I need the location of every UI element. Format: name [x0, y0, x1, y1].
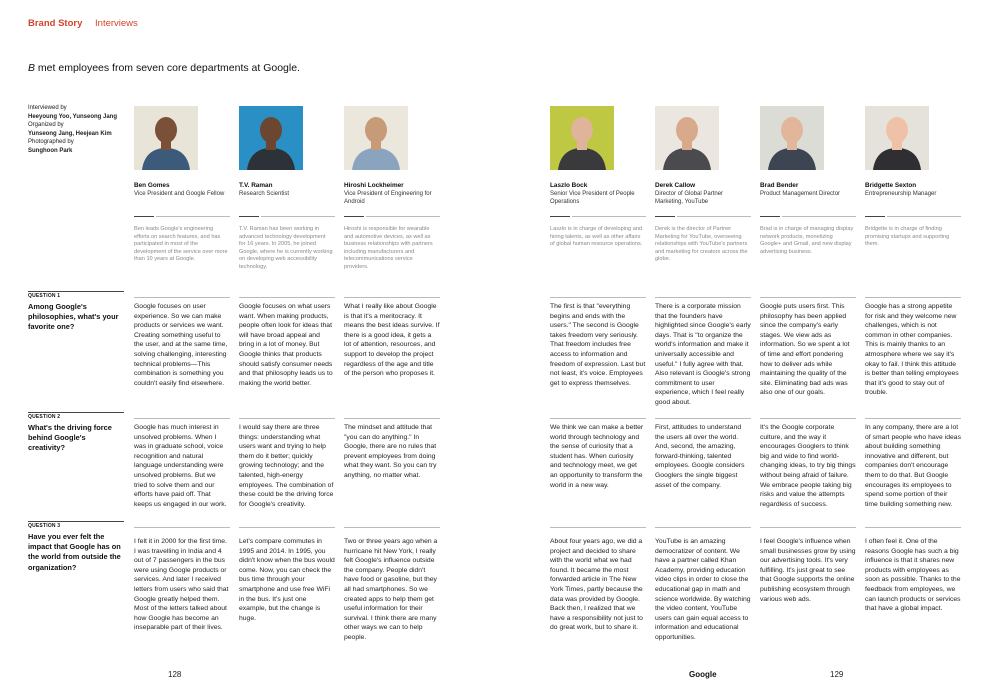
question-text: Among Google's philosophies, what's your favorite one? [28, 302, 119, 332]
answer-rule [239, 297, 335, 298]
question-label: QUESTION 3 [28, 523, 61, 529]
answer-text: First, attitudes to understand the users all over the world. And, second, the amazing, forward-thinking, talented employees. Google considers Googlers the single biggest asset of the company. [655, 424, 745, 489]
section-label: Brand Story [28, 18, 83, 29]
bio-divider [677, 216, 751, 217]
person-bio: Hiroshi is responsible for wearable and automotive devices, as well as business relationships with partners including manufacturers and telecommunications service providers. [344, 226, 433, 270]
person-name: Laszlo Bock [550, 182, 588, 189]
person-role: Vice President and Google Fellow [134, 191, 225, 197]
answer-text: The first is that "everything begins and ends with the users." The second is Google takes freedom very seriously. That freedom includes free access to information and freedom of expression. Last but not least, it's voice. Employees get to express themselves. [550, 303, 646, 387]
answer-rule [760, 297, 856, 298]
person-name: Ben Gomes [134, 182, 170, 189]
organized-by-label: Organized by [28, 122, 64, 129]
question-text: What's the driving force behind Google's creativity? [28, 423, 112, 453]
answer-text: Two or three years ago when a hurricane hit New York, I really felt Google's influence outside the company. People didn't have food or gasoline, but they all had smartphones. So we created apps to help them get useful information for their survival. I think there are many other ways we can to help people. [344, 538, 438, 641]
portrait-photo [655, 106, 719, 170]
question-rule [28, 412, 124, 413]
answer-rule [655, 297, 751, 298]
name-divider [344, 216, 364, 217]
answer-text: Google has much interest in unsolved problems. When I was in graduate school, voice recognition and natural language understanding were unsolved problems. But we tried to solve them and our efforts have paid off. That keeps us engaged in our work. [134, 424, 227, 508]
answer-text: Google focuses on user experience. So we can make products or services we want. Creating something useful to the user, and at the same time, solving challenging, interesting technical problems—This combination is something you couldn't easily find elsewhere. [134, 303, 228, 387]
portrait-photo [134, 106, 198, 170]
portrait-photo [239, 106, 303, 170]
person-role: Senior Vice President of People Operations [550, 191, 635, 206]
answer-rule [655, 527, 751, 528]
photographer: Sunghoon Park [28, 147, 73, 154]
answer-text: In any company, there are a lot of smart people who have ideas about building something innovative and different, but companies don't encourage them to do that. But Google encourages its employees to spend some portion of their time building something new. [865, 424, 961, 508]
answer-rule [550, 527, 646, 528]
answer-rule [239, 527, 335, 528]
person-name: Brad Bender [760, 182, 799, 189]
person-bio: Bridgette is in charge of finding promising startups and supporting them. [865, 226, 950, 248]
answer-text: YouTube is an amazing democratizer of content. We have a partner called Khan Academy, providing education video clips in order to close the educational gap in math and science worldwide. By watching the video content, YouTube users can gain equal access to information and educational opportunities. [655, 538, 751, 641]
answer-rule [550, 418, 646, 419]
name-divider [655, 216, 675, 217]
bio-divider [156, 216, 230, 217]
answer-rule [344, 297, 440, 298]
answer-text: Google focuses on what users want. When making products, people often look for ideas that will have broad appeal and bring in a lot of money. But Google thinks that products should satisfy consumer needs and that philosophy leads us to making the world better. [239, 303, 333, 387]
question-label: QUESTION 1 [28, 293, 61, 299]
person-name: Bridgette Sexton [865, 182, 917, 189]
portrait-photo [550, 106, 614, 170]
name-divider [760, 216, 780, 217]
person-name: Hiroshi Lockheimer [344, 182, 404, 189]
name-divider [550, 216, 570, 217]
answer-rule [865, 527, 961, 528]
person-name: T.V. Raman [239, 182, 273, 189]
answer-rule [134, 527, 230, 528]
person-bio: Ben leads Google's engineering efforts on search features, and has participated in most of the development of the service over more than 10 years at Google. [134, 226, 228, 263]
bio-divider [782, 216, 856, 217]
subsection-label: Interviews [95, 18, 138, 29]
footer-brand: Google [689, 670, 717, 679]
person-role: Product Management Director [760, 191, 841, 197]
person-bio: Derek is the director of Partner Marketing for YouTube, overseeing relationships with YouTube's partners and marketing for creators across the globe. [655, 226, 748, 263]
portrait-photo [865, 106, 929, 170]
photographed-by-label: Photographed by [28, 139, 74, 146]
organizers: Yunseong Jang, Heejean Kim [28, 130, 112, 137]
answer-text: What I really like about Google is that it's a meritocracy. It means the best ideas survive. If there is a good idea, it gets a lot of attention, resources, and support to develop the project regardless of the age and title of the person who proposes it. [344, 303, 440, 378]
person-bio: T.V. Raman has been working in advanced technology development for 16 years. In 2005, he joined Google, where he is currently working on developing web accessibility technology. [239, 226, 333, 270]
answer-rule [134, 297, 230, 298]
person-role: Entrepreneurship Manager [865, 191, 937, 197]
bio-divider [887, 216, 961, 217]
interviewers: Heeyoung Yoo, Yunseong Jang [28, 113, 118, 120]
answer-rule [760, 418, 856, 419]
person-role: Director of Global Partner Marketing, YouTube [655, 191, 724, 206]
question-text: Have you ever felt the impact that Google has on the world from outside the organization? [28, 532, 121, 572]
person-role: Research Scientist [239, 191, 290, 197]
bio-divider [261, 216, 335, 217]
answer-rule [760, 527, 856, 528]
title-prefix: B [28, 62, 36, 74]
answer-text: The mindset and attitude that "you can do anything." In Google, there are no rules that prevent employees from doing what they want. So you can try anything, no matter what. [344, 424, 437, 479]
answer-text: I feel Google's influence when small businesses grow by using our advertising tools. It's very fulfilling. It's just great to see that Google supports the online publishing ecosystem through various web ads. [760, 538, 856, 603]
portrait-photo [344, 106, 408, 170]
title-rest: met employees from seven core departments at Google. [35, 62, 300, 74]
credits [28, 104, 128, 156]
answer-rule [655, 418, 751, 419]
answer-rule [134, 418, 230, 419]
question-rule [28, 521, 124, 522]
answer-text: Let's compare commutes in 1995 and 2014. In 1995, you didn't know when the bus would come. Now, you can check the bus time through your smartphone and use free WiFi in the bus. It's just one example, but the change is huge. [239, 538, 335, 622]
answer-text: It's the Google corporate culture, and the way it encourages Googlers to think big and wide to find world-changing ideas, to try big things without being afraid of failure. We embrace people taking big risks and value the attempts regardless of success. [760, 424, 856, 508]
answer-text: I often feel it. One of the reasons Google has such a big influence is that it shares new products with employees as soon as possible. Thanks to the feedback from employees, we can launch products or services that have a global impact. [865, 538, 961, 613]
section-header [28, 18, 138, 29]
person-name: Derek Callow [655, 182, 696, 189]
question-rule [28, 291, 124, 292]
portrait-photo [760, 106, 824, 170]
answer-rule [344, 418, 440, 419]
name-divider [134, 216, 154, 217]
answer-rule [865, 418, 961, 419]
answer-text: There is a corporate mission that the founders have highlighted since Google's early days. That is "to organize the world's information and make it universally accessible and useful." I fully agree with that. Also relevant is Google's strong commitment to user experience, which I feel really good about. [655, 303, 751, 406]
answer-rule [239, 418, 335, 419]
left-page-number: 128 [168, 670, 182, 679]
answer-rule [865, 297, 961, 298]
answer-rule [550, 297, 646, 298]
name-divider [239, 216, 259, 217]
person-bio: Laszlo is in charge of developing and hiring talents, as well as other affairs of global human resource operations. [550, 226, 643, 248]
person-bio: Brad is in charge of managing display network products, monetizing Google+ and Gmail, and new display advertising business. [760, 226, 854, 255]
answer-text: About four years ago, we did a project and decided to share with the world what we had found. It became the most forwarded article in The New York Times, partly because the data was provided by Google. Back then, I realized that we have a responsibility not just to do great work, but to share it. [550, 538, 643, 632]
question-label: QUESTION 2 [28, 414, 61, 420]
bio-divider [366, 216, 440, 217]
right-page-number: 129 [830, 670, 844, 679]
page-title [28, 62, 300, 74]
interviewed-by-label: Interviewed by [28, 105, 67, 111]
answer-text: We think we can make a better world through technology and the sense of curiosity that a student has. When curiosity and technology meet, we get an opportunity to transform the world in a new way. [550, 424, 644, 489]
person-role: Vice President of Engineering for Android [344, 191, 432, 206]
answer-text: I felt it in 2000 for the first time. I was travelling in India and 4 out of 7 passengers in the bus were using Google products or services. And later I received letters from users who said that Google greatly helped them. Most of the letters talked about how Google has become an inseparable part of their lives. [134, 538, 229, 632]
answer-rule [344, 527, 440, 528]
bio-divider [572, 216, 646, 217]
name-divider [865, 216, 885, 217]
answer-text: I would say there are three things: understanding what users want and trying to help them do it better; quickly growing technology; and the talented, high-energy employees. The combination of these could be the driving force for Google's creativity. [239, 424, 334, 508]
answer-text: Google puts users first. This philosophy has been applied since the company's early stages. We view ads as information. So we spent a lot of time and effort pondering how to deliver ads while maintaining the quality of the site. Eliminating bad ads was also one of our goals. [760, 303, 850, 397]
answer-text: Google has a strong appetite for risk and they welcome new challenges, which is not common in other companies. This is mainly thanks to an atmosphere where we say it's okay to fail. I think this attitude is better than telling employees that it's good to stay out of trouble. [865, 303, 959, 397]
